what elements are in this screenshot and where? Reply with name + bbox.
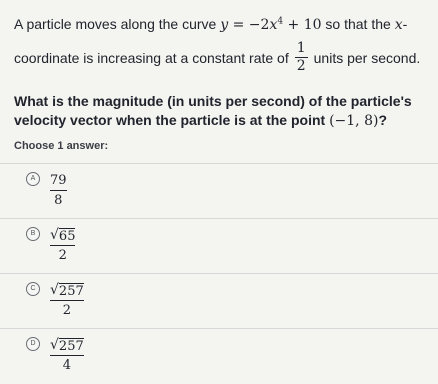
question-text-part: units per second. xyxy=(313,49,421,66)
prompt-text: What is the magnitude (in units per second) of the particle's velocity vector when the particle is at the point xyxy=(14,93,412,128)
choice-d[interactable] xyxy=(0,328,438,384)
point-coordinates: (−1, 8) xyxy=(329,113,379,129)
question-line-1 xyxy=(14,14,407,35)
radio-button-d[interactable]: D xyxy=(26,337,40,351)
fraction-bar xyxy=(50,245,75,246)
question-prompt xyxy=(14,92,428,131)
radio-button-a[interactable]: A xyxy=(26,172,40,186)
rate-numerator: 1 xyxy=(296,40,306,56)
sqrt-numerator xyxy=(50,227,75,244)
equation-coefficient: = −2 xyxy=(228,17,270,33)
equation-y: y xyxy=(220,17,229,33)
rate-denominator: 2 xyxy=(296,58,306,74)
denominator: 8 xyxy=(54,193,63,208)
radicand: 257 xyxy=(58,339,84,354)
question-text-part: so that the xyxy=(321,16,395,32)
question-text-part: A particle moves along the curve xyxy=(14,16,221,32)
choose-label: Choose 1 answer: xyxy=(14,140,109,152)
choice-a[interactable] xyxy=(0,163,438,219)
variable-x: x xyxy=(394,17,403,33)
choice-fraction xyxy=(50,282,84,319)
sqrt-numerator xyxy=(50,282,84,299)
equation-exponent: 4 xyxy=(277,16,284,27)
equation-constant: + 10 xyxy=(283,17,322,33)
prompt-text-end: ? xyxy=(378,112,388,128)
choice-fraction xyxy=(50,227,75,264)
question-text-part: - xyxy=(402,16,408,32)
choice-b[interactable] xyxy=(0,218,438,274)
equation-x: x xyxy=(269,17,278,33)
choice-fraction xyxy=(50,172,67,209)
radicand: 65 xyxy=(58,229,76,244)
sqrt-numerator xyxy=(50,337,84,354)
question-text-part: coordinate is increasing at a constant rate of xyxy=(14,49,289,66)
fraction-bar xyxy=(50,300,84,301)
denominator: 2 xyxy=(62,303,72,318)
choice-c[interactable] xyxy=(0,273,438,329)
question-line-2 xyxy=(14,40,420,75)
fraction-bar xyxy=(50,190,67,191)
denominator: 2 xyxy=(58,248,67,263)
choice-fraction xyxy=(50,337,84,374)
sqrt-icon: √ xyxy=(50,337,59,353)
rate-fraction xyxy=(295,40,308,75)
sqrt-icon: √ xyxy=(50,282,59,298)
numerator: 79 xyxy=(50,173,67,188)
fraction-bar xyxy=(50,355,84,356)
denominator: 4 xyxy=(62,358,72,373)
sqrt-icon: √ xyxy=(50,227,59,243)
radio-button-b[interactable]: B xyxy=(26,227,40,241)
radio-button-c[interactable]: C xyxy=(26,282,40,296)
radicand: 257 xyxy=(58,284,84,299)
